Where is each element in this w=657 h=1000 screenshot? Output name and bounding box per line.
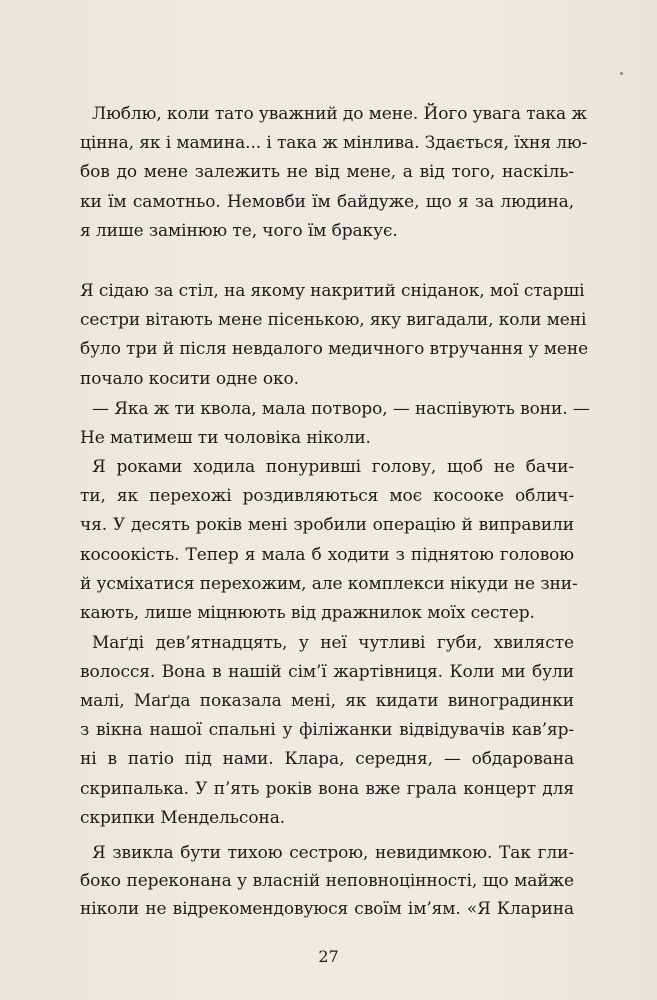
paragraph-2-line-4: почало косити одне око.: [80, 369, 299, 389]
paragraph-2-line-1: Я сідаю за стіл, на якому накритий сніданок, мої старші: [80, 281, 585, 301]
paragraph-6-line-2: боко переконана у власній неповноцінності, що майже: [80, 871, 574, 891]
speck-mark: [620, 72, 623, 75]
paragraph-5-line-1: Маґді дев’ятнадцять, у неї чутливі губи, хвилясте: [92, 633, 574, 653]
paragraph-3-line-1: — Яка ж ти квола, мала потворо, — наспівують вони. —: [92, 399, 590, 419]
paragraph-1-line-2: цінна, як і мамина... і така ж мінлива. Здається, їхня лю-: [80, 133, 588, 153]
paragraph-5-line-7: скрипки Мендельсона.: [80, 808, 286, 828]
page-number: 27: [318, 947, 339, 966]
paragraph-4-line-6: кають, лише міцнюють від дражнилок моїх сестер.: [80, 603, 535, 623]
paragraph-6-line-3: ніколи не відрекомендовуюся своїм ім’ям. «Я Кларина: [80, 899, 574, 919]
paragraph-1-line-1: Люблю, коли тато уважний до мене. Його увага така ж: [92, 104, 587, 124]
paragraph-5-line-4: з вікна нашої спальні у філіжанки відвідувачів кав’яр-: [80, 720, 574, 740]
paragraph-6-line-1: Я звикла бути тихою сестрою, невидимкою. Так гли-: [92, 843, 574, 863]
paragraph-4-line-3: чя. У десять років мені зробили операцію й виправили: [80, 515, 574, 535]
paragraph-5-line-3: малі, Маґда показала мені, як кидати виноградинки: [80, 691, 574, 711]
paragraph-5-line-6: скрипалька. У п’ять років вона вже грала концерт для: [80, 779, 574, 799]
paragraph-4-line-4: косоокість. Тепер я мала б ходити з піднятою головою: [80, 545, 574, 565]
paragraph-1-line-3: бов до мене залежить не від мене, а від того, наскіль-: [80, 162, 574, 182]
paragraph-1-line-4: ки їм самотньо. Немовби їм байдуже, що я за людина,: [80, 192, 574, 212]
paragraph-5-line-5: ні в патіо під нами. Клара, середня, — обдарована: [80, 749, 574, 769]
paragraph-4-line-2: ти, як перехожі роздивляються моє косооке облич-: [80, 486, 574, 506]
paragraph-2-line-3: було три й після невдалого медичного втручання у мене: [80, 339, 589, 359]
paragraph-1-line-5: я лише замінюю те, чого їм бракує.: [80, 221, 398, 241]
paragraph-4-line-5: й усміхатися перехожим, але комплекси нікуди не зни-: [80, 574, 578, 594]
paragraph-4-line-1: Я роками ходила понурившi голову, щоб не бачи-: [92, 457, 574, 477]
paragraph-5-line-2: волосся. Вона в нашій сім’ї жартівниця. Коли ми були: [80, 662, 574, 682]
paragraph-3-line-2: Не матимеш ти чоловіка ніколи.: [80, 428, 371, 448]
paragraph-2-line-2: сестри вітають мене пісенькою, яку вигадали, коли мені: [80, 310, 587, 330]
